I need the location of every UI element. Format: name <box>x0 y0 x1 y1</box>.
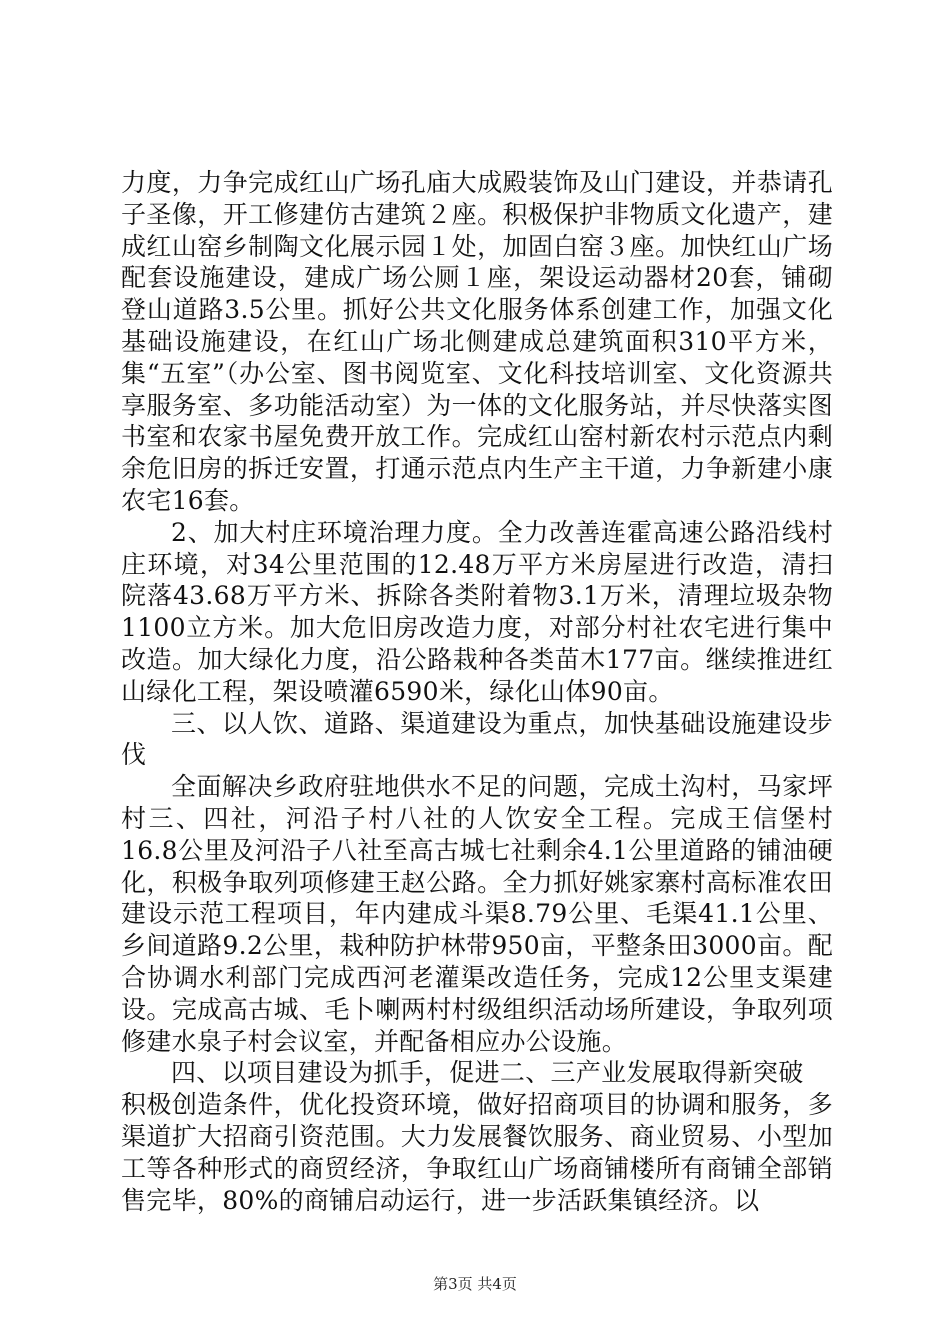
section-heading: 三、以人饮、道路、渠道建设为重点，加快基础设施建设步伐 <box>121 708 833 770</box>
section-heading: 四、以项目建设为抓手，促进二、三产业发展取得新突破 <box>171 1058 804 1088</box>
document-body <box>121 167 833 1216</box>
paragraph: 积极创造条件，优化投资环境，做好招商项目的协调和服务，多渠道扩大招商引资范围。大力发展餐饮服务、商业贸易、小型加工等各种形式的商贸经济，争取红山广场商铺楼所有商铺全部销售完毕，80%的商铺启动运行，进一步活跃集镇经济。以 <box>121 1090 833 1215</box>
paragraph: 全面解决乡政府驻地供水不足的问题，完成土沟村，马家坪村三、四社，河沿子村八社的人饮安全工程。完成王信堡村16.8公里及河沿子八社至高古城七社剩余4.1公里道路的铺油硬化，积极争取列项修建王赵公路。全力抓好姚家寨村高标准农田建设示范工程项目，年内建成斗渠8.79公里、毛渠41.1公里、乡间道路9.2公里，栽种防护林带950亩，平整条田3000亩。配合协调水利部门完成西河老灌渠改造任务，完成12公里支渠建设。完成高古城、毛卜喇两村村级组织活动场所建设，争取列项修建水泉子村会议室，并配备相应办公设施。 <box>121 772 833 1056</box>
paragraph: 2、加大村庄环境治理力度。全力改善连霍高速公路沿线村庄环境，对34公里范围的12.48万平方米房屋进行改造，清扫院落43.68万平方米、拆除各类附着物3.1万米，清理垃圾杂物1100立方米。加大危旧房改造力度，对部分村社农宅进行集中改造。加大绿化力度，沿公路栽种各类苗木177亩。继续推进红山绿化工程，架设喷灌6590米，绿化山体90亩。 <box>121 517 833 706</box>
page-footer: 第3页 共4页 <box>433 1275 517 1293</box>
paragraph: 力度，力争完成红山广场孔庙大成殿装饰及山门建设，并恭请孔子圣像，开工修建仿古建筑２座。积极保护非物质文化遗产，建成红山窑乡制陶文化展示园１处，加固白窑３座。加快红山广场配套设施建设，建成广场公厕１座，架设运动器材20套，铺砌登山道路3.5公里。抓好公共文化服务体系创建工作，加强文化基础设施建设，在红山广场北侧建成总建筑面积310平方米，集“五室”（办公室、图书阅览室、文化科技培训室、文化资源共享服务室、多功能活动室）为一体的文化服务站，并尽快落实图书室和农家书屋免费开放工作。完成红山窑村新农村示范点内剩余危旧房的拆迁安置，打通示范点内生产主干道，力争新建小康农宅16套。 <box>121 168 833 515</box>
